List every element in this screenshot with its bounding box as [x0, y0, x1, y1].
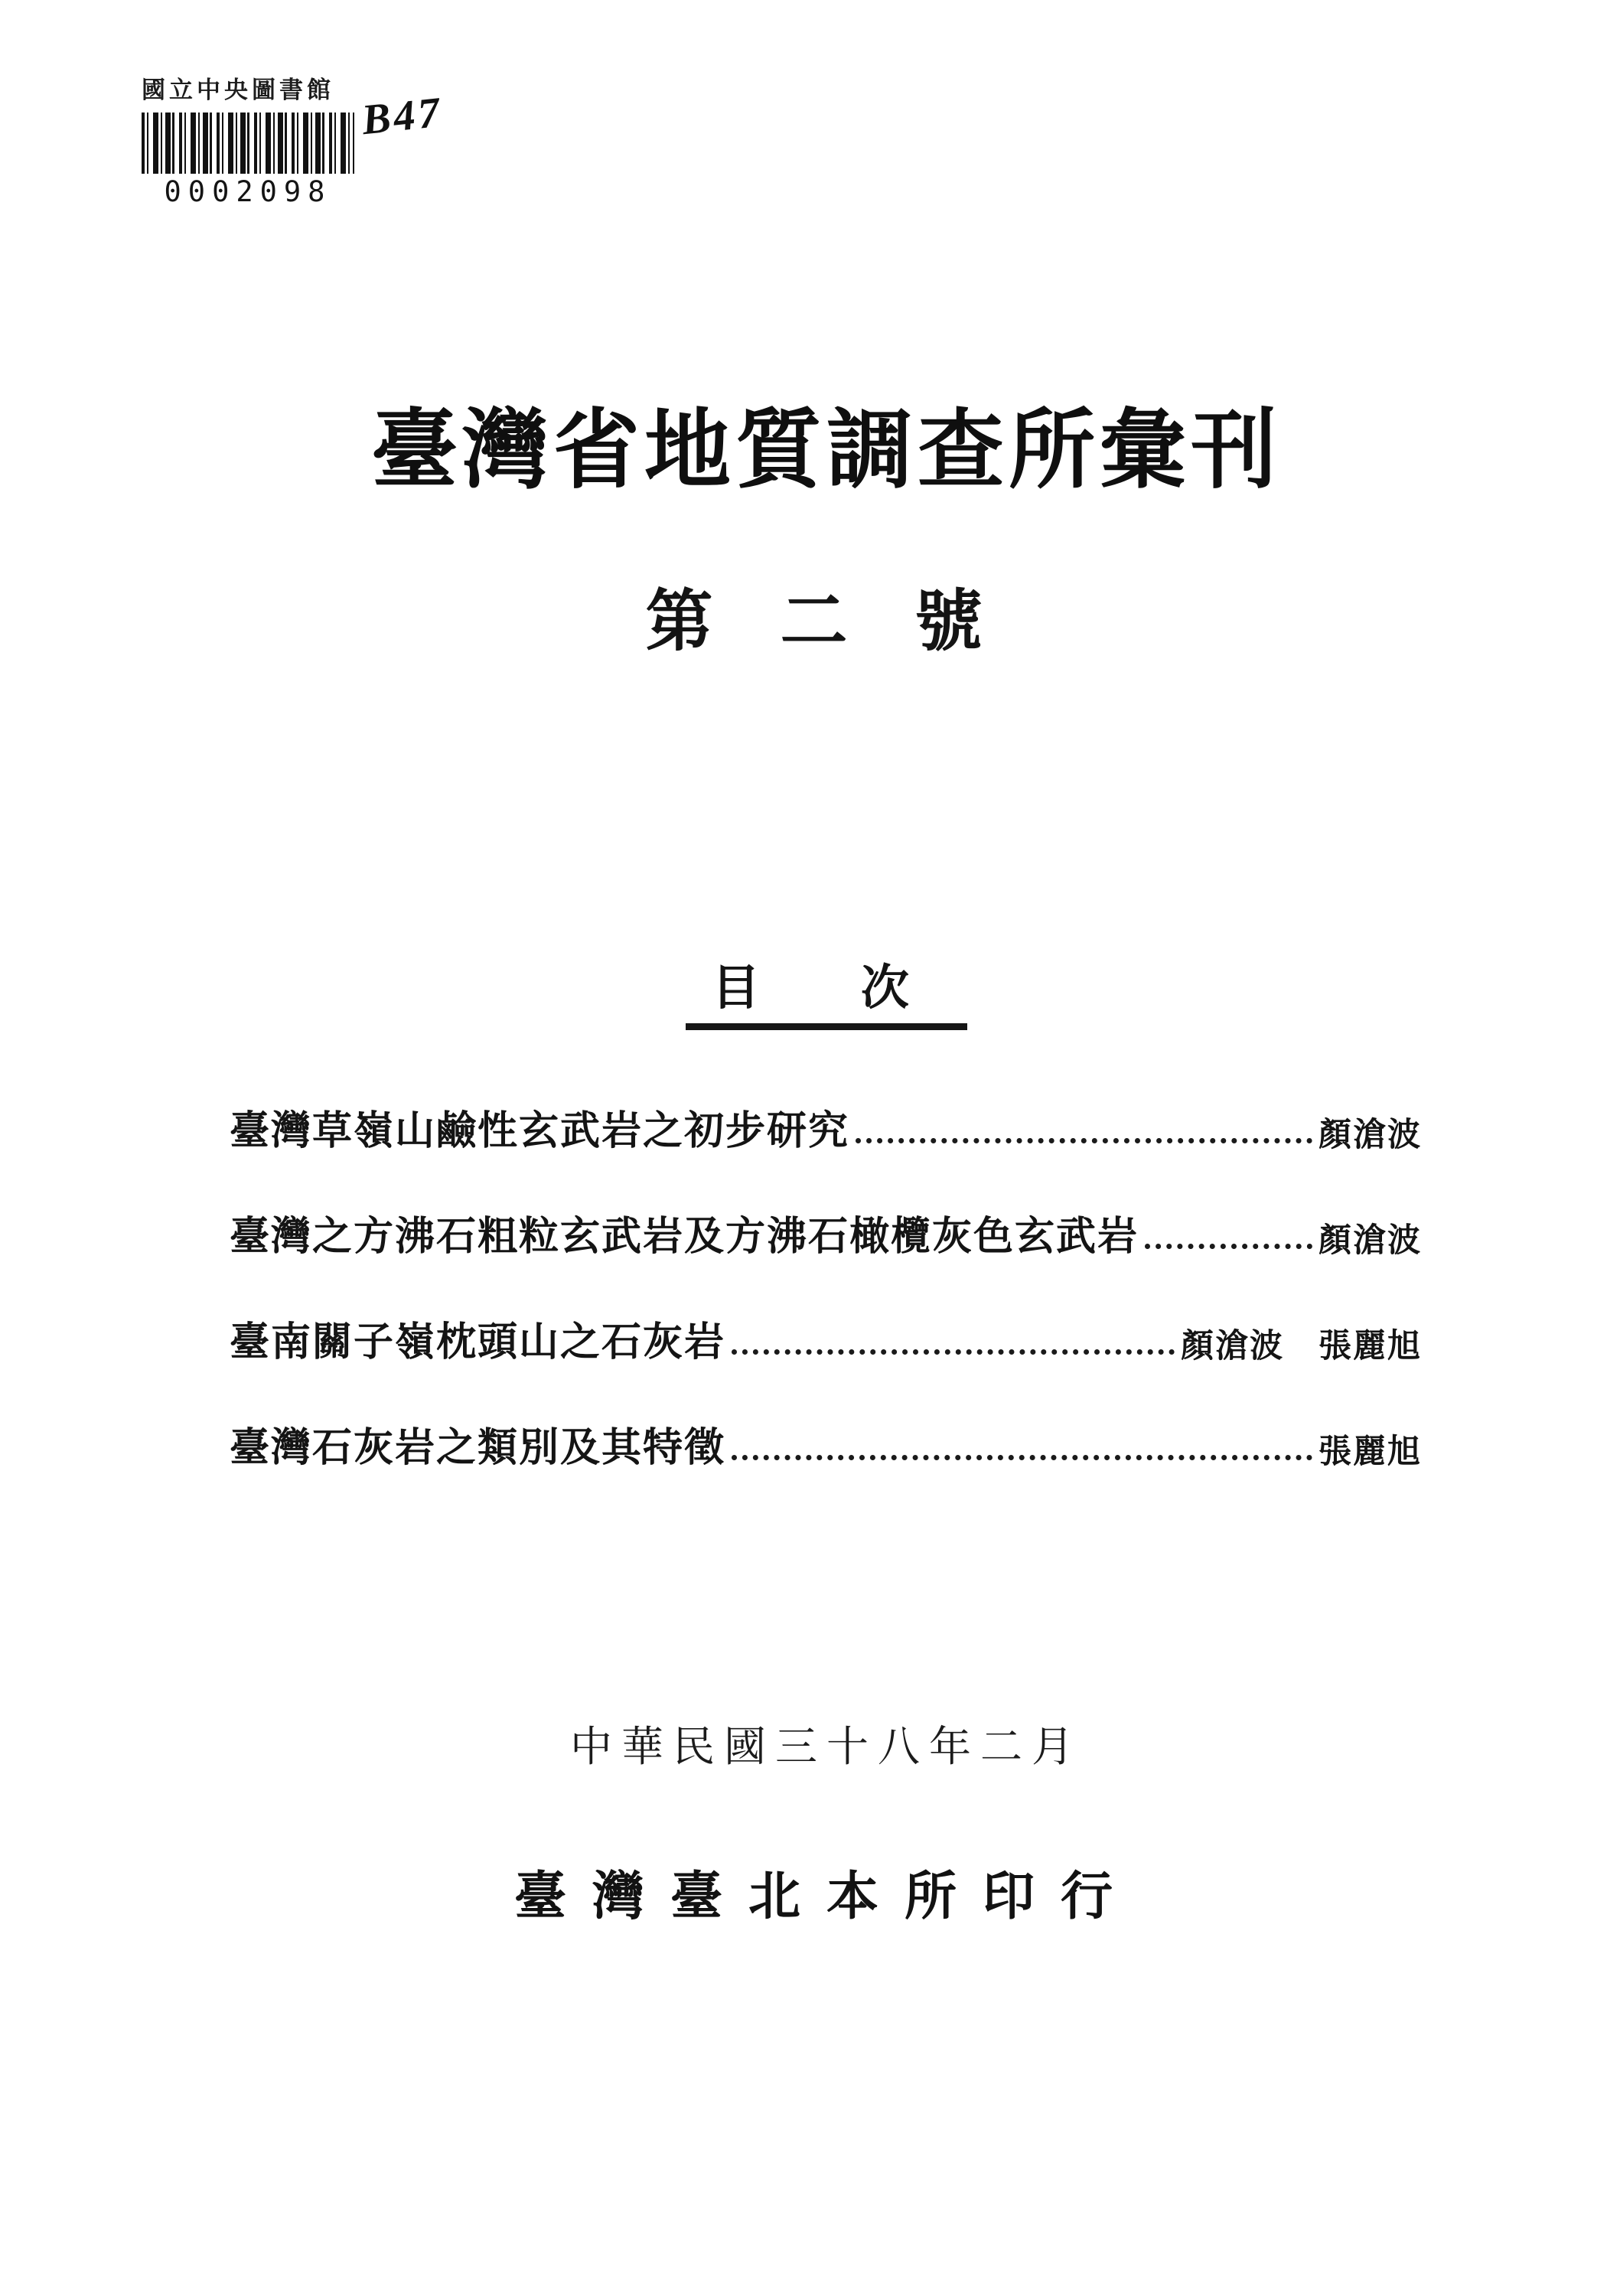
- table-of-contents: [230, 1111, 1422, 1534]
- library-stamp: 國立中央圖書館: [142, 77, 334, 103]
- toc-entry-authors: 顏滄波 張麗旭: [1181, 1329, 1422, 1365]
- toc-entry-title: 臺灣草嶺山鹼性玄武岩之初步研究: [230, 1110, 850, 1153]
- dotted-leader: [732, 1455, 1312, 1460]
- toc-entry-title: 臺灣之方沸石粗粒玄武岩及方沸石橄欖灰色玄武岩: [230, 1215, 1139, 1259]
- toc-entry: [230, 1322, 1422, 1367]
- barcode-number: 0002098: [164, 175, 332, 208]
- library-accession-block: [142, 70, 445, 208]
- toc-entry: [230, 1428, 1422, 1473]
- publication-date: 中華民國三十八年二月: [569, 1724, 1083, 1770]
- issue-number: 第 二 號: [645, 585, 1008, 660]
- toc-heading: 目 次: [686, 949, 967, 1030]
- toc-entry: [230, 1111, 1422, 1156]
- barcode: [142, 113, 354, 174]
- dotted-leader: [856, 1138, 1312, 1143]
- dotted-leader: [1145, 1244, 1312, 1249]
- publication-title: 臺灣省地質調查所彙刊: [371, 403, 1282, 499]
- toc-entry-title: 臺灣石灰岩之類別及其特徵: [230, 1427, 726, 1470]
- toc-entry-authors: 顏滄波: [1319, 1223, 1422, 1259]
- handwritten-call-number: B47: [360, 88, 445, 145]
- publisher-imprint: 臺灣臺北本所印行: [513, 1867, 1139, 1926]
- toc-entry: [230, 1217, 1422, 1261]
- toc-heading-wrap: [23, 949, 1607, 1030]
- toc-entry-authors: 張麗旭: [1319, 1434, 1422, 1470]
- toc-entry-authors: 顏滄波: [1319, 1117, 1422, 1153]
- toc-entry-title: 臺南關子嶺枕頭山之石灰岩: [230, 1321, 726, 1365]
- dotted-leader: [732, 1349, 1175, 1355]
